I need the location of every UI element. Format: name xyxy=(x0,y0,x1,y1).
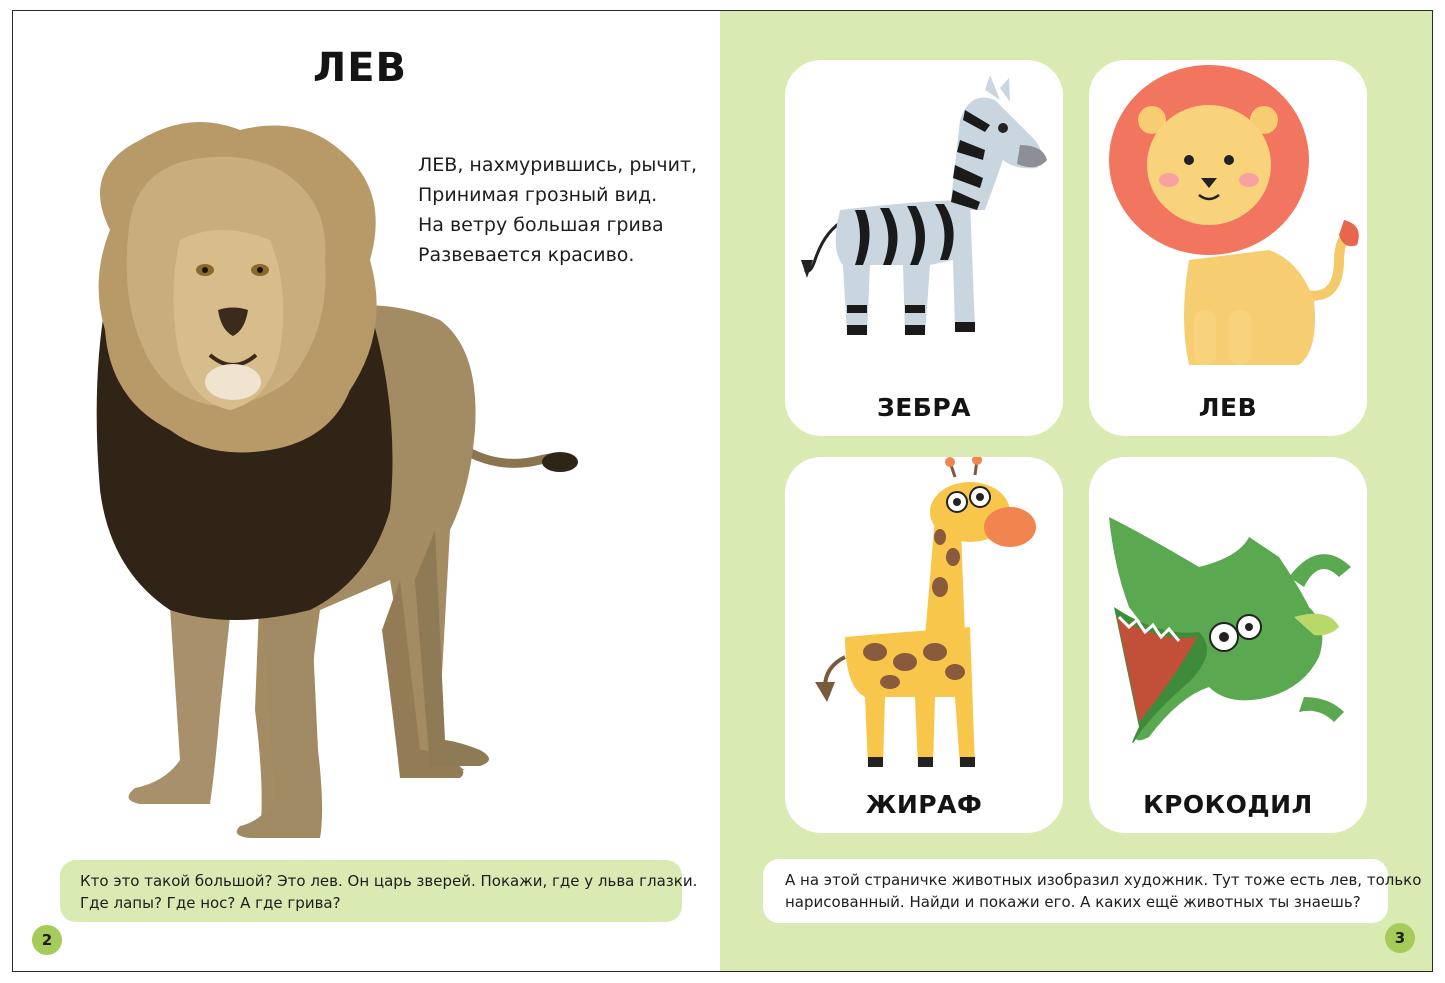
card-zebra[interactable] xyxy=(785,60,1063,436)
crocodile-icon xyxy=(1089,457,1367,777)
page-number-right: 3 xyxy=(1385,923,1415,953)
caption-line: Где лапы? Где нос? А где грива? xyxy=(80,894,341,912)
card-label: КРОКОДИЛ xyxy=(1143,790,1313,819)
giraffe-icon xyxy=(785,457,1063,777)
card-crocodile[interactable] xyxy=(1089,457,1367,833)
poem-line: На ветру большая грива xyxy=(418,214,664,236)
caption-line: нарисованный. Найди и покажи его. А каких ещё животных ты знаешь? xyxy=(785,893,1361,911)
page-title: ЛЕВ xyxy=(312,45,408,91)
caption-left xyxy=(60,860,698,922)
page-number-left: 2 xyxy=(32,925,62,955)
poem-line: Развевается красиво. xyxy=(418,244,635,266)
card-label: ЛЕВ xyxy=(1198,393,1258,422)
poem-line: ЛЕВ, нахмурившись, рычит, xyxy=(418,154,698,176)
lion-icon xyxy=(1089,60,1367,380)
card-giraffe[interactable] xyxy=(785,457,1063,833)
card-lion[interactable] xyxy=(1089,60,1367,436)
card-label: ЗЕБРА xyxy=(876,393,972,422)
caption-line: А на этой страничке животных изобразил художник. Тут тоже есть лев, только xyxy=(785,871,1422,889)
lion-photo xyxy=(70,110,590,850)
caption-right xyxy=(763,859,1422,923)
poem-line: Принимая грозный вид. xyxy=(418,184,658,206)
card-label: ЖИРАФ xyxy=(865,790,983,819)
caption-line: Кто это такой большой? Это лев. Он царь зверей. Покажи, где у льва глазки. xyxy=(80,872,698,890)
zebra-icon xyxy=(785,60,1063,380)
